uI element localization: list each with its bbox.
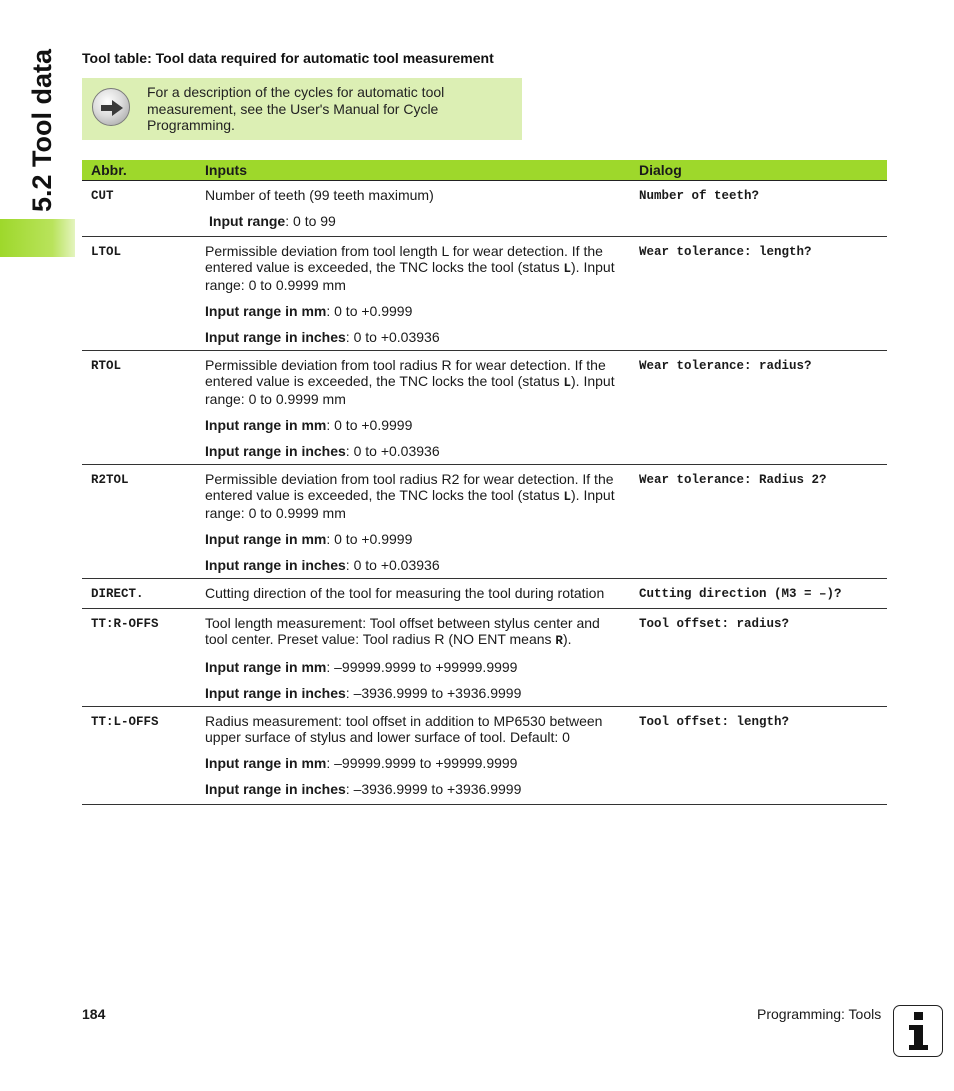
row-abbr: DIRECT. (91, 587, 144, 601)
table-row (82, 237, 887, 351)
row-description (205, 615, 625, 649)
range-value: : 0 to +0.03936 (345, 329, 440, 345)
range-label: Input range (209, 213, 286, 229)
footer-chapter: Programming: Tools (757, 1006, 882, 1022)
row-abbr: RTOL (91, 359, 122, 373)
row-input-range-inches (205, 443, 625, 459)
table-header (82, 160, 887, 181)
row-abbr: TT:R-OFFS (91, 617, 159, 631)
range-value: : –3936.9999 to +3936.9999 (345, 781, 522, 797)
row-inputs (205, 181, 625, 235)
desc-text: ). Input range: 0 to 0.9999 mm (205, 373, 615, 407)
range-label: Input range in inches (205, 443, 346, 459)
row-inputs (205, 465, 625, 579)
desc-text: Tool length measurement: Tool offset between stylus center and tool center. Preset value: Tool radius R (NO ENT means (205, 615, 600, 647)
range-value: : –99999.9999 to +99999.9999 (326, 659, 518, 675)
row-input-range-mm (205, 659, 625, 675)
note-box (82, 78, 522, 140)
range-label: Input range in mm (205, 303, 327, 319)
status-code: L (563, 490, 572, 504)
desc-text: ). Input range: 0 to 0.9999 mm (205, 487, 615, 521)
row-dialog: Wear tolerance: length? (639, 245, 812, 259)
range-label: Input range in mm (205, 417, 327, 433)
range-value: : –3936.9999 to +3936.9999 (345, 685, 522, 701)
row-dialog: Cutting direction (M3 = –)? (639, 587, 842, 601)
header-abbr: Abbr. (91, 162, 127, 178)
chapter-side-title-text: 5.2 Tool data (27, 48, 58, 212)
table-row (82, 579, 887, 609)
tool-data-table (82, 160, 887, 805)
row-inputs (205, 351, 625, 465)
row-inputs (205, 237, 625, 351)
desc-text: ). (562, 631, 572, 647)
row-input-range-mm (205, 417, 625, 433)
chapter-tab-marker (0, 219, 75, 257)
table-row (82, 707, 887, 805)
row-abbr: R2TOL (91, 473, 129, 487)
row-description (205, 471, 625, 521)
info-icon (893, 1005, 943, 1057)
row-input-range-mm (205, 755, 625, 771)
range-label: Input range in inches (205, 329, 346, 345)
row-abbr: CUT (91, 189, 114, 203)
row-inputs (205, 609, 625, 707)
range-label: Input range in inches (205, 685, 346, 701)
status-code: L (563, 376, 572, 390)
range-label: Input range in mm (205, 659, 327, 675)
row-input-range-mm (205, 303, 625, 319)
row-input-range-inches (205, 685, 625, 701)
range-value: : –99999.9999 to +99999.9999 (326, 755, 518, 771)
desc-text: ). Input range: 0 to 0.9999 mm (205, 259, 615, 293)
row-description: Radius measurement: tool offset in addition to MP6530 between upper surface of stylus and lower surface of tool. Default: 0 (205, 713, 603, 745)
range-label: Input range in mm (205, 755, 327, 771)
row-description: Number of teeth (99 teeth maximum) (205, 187, 434, 203)
table-row (82, 181, 887, 237)
row-dialog: Tool offset: length? (639, 715, 790, 729)
row-inputs (205, 707, 625, 803)
chapter-side-title (24, 40, 62, 220)
row-inputs (205, 579, 635, 607)
row-input-range-inches (205, 781, 625, 797)
row-dialog: Wear tolerance: Radius 2? (639, 473, 827, 487)
range-label: Input range in inches (205, 781, 346, 797)
row-description: Cutting direction of the tool for measuring the tool during rotation (205, 585, 605, 601)
desc-text: Permissible deviation from tool radius R for wear detection. If the entered value is exceeded, the TNC locks the tool (status (205, 357, 606, 389)
table-row (82, 609, 887, 707)
note-text: For a description of the cycles for automatic tool measurement, see the User's Manual for Cycle Programming. (147, 84, 445, 133)
preset-code: R (555, 634, 563, 648)
row-input-range-mm (205, 531, 625, 547)
range-value: : 0 to +0.03936 (345, 443, 440, 459)
row-dialog: Tool offset: radius? (639, 617, 790, 631)
header-dialog: Dialog (639, 162, 682, 178)
row-description (205, 243, 625, 293)
status-code: L (563, 262, 572, 276)
row-dialog: Wear tolerance: radius? (639, 359, 812, 373)
range-value: : 0 to +0.03936 (345, 557, 440, 573)
range-label: Input range in mm (205, 531, 327, 547)
table-row (82, 351, 887, 465)
table-row (82, 465, 887, 579)
header-inputs: Inputs (205, 162, 247, 178)
range-value: : 0 to +0.9999 (326, 303, 413, 319)
row-abbr: LTOL (91, 245, 122, 259)
arrow-right-icon (92, 88, 130, 126)
desc-text: Permissible deviation from tool length L for wear detection. If the entered value is exceeded, the TNC locks the tool (status (205, 243, 603, 275)
desc-text: Permissible deviation from tool radius R2 for wear detection. If the entered value is exceeded, the TNC locks the tool (status (205, 471, 614, 503)
row-input-range-inches (205, 557, 625, 573)
range-value: : 0 to 99 (285, 213, 336, 229)
page-number: 184 (82, 1006, 106, 1022)
range-label: Input range in inches (205, 557, 346, 573)
row-input-range-inches (205, 329, 625, 345)
range-value: : 0 to +0.9999 (326, 531, 413, 547)
row-abbr: TT:L-OFFS (91, 715, 159, 729)
section-title: Tool table: Tool data required for automatic tool measurement (82, 50, 494, 66)
range-value: : 0 to +0.9999 (326, 417, 413, 433)
row-description (205, 357, 625, 407)
row-input-range (205, 213, 625, 229)
row-dialog: Number of teeth? (639, 189, 760, 203)
